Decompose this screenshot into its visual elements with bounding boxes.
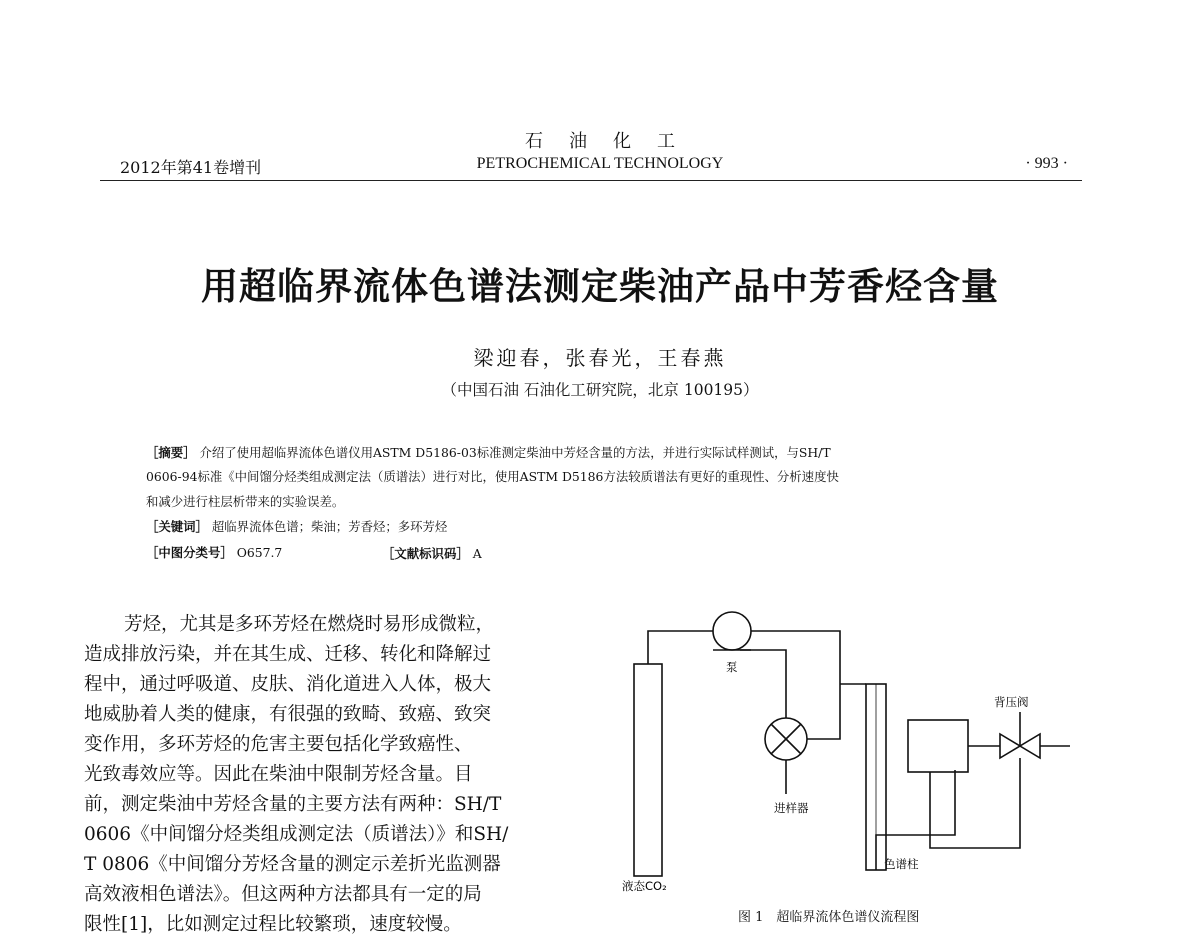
bpv-left (1000, 734, 1020, 758)
classification-line (146, 544, 282, 562)
abstract-line: 和减少进行柱层析带来的实验误差。 (146, 494, 345, 509)
column-outlet-line (876, 770, 955, 870)
body-line: 芳烃，尤其是多环芳烃在燃烧时易形成微粒， (124, 614, 495, 635)
detector-box (908, 720, 968, 772)
column-label: 色谱柱 (884, 857, 919, 871)
classification-label: ［中图分类号］ (146, 545, 233, 560)
classification-value: O657.7 (236, 545, 283, 560)
body-line: 变作用，多环芳烃的危害主要包括化学致癌性、 (84, 734, 473, 755)
pump-label: 泵 (726, 660, 738, 674)
injector-outlet-line (807, 700, 840, 739)
co2-line (648, 631, 713, 664)
body-line: 0606《中间馏分烃类组成测定法（质谱法）》和SH/ (84, 824, 509, 845)
body-line: 高效液相色谱法》。但这两种方法都具有一定的局 (84, 884, 482, 905)
body-line: 前，测定柴油中芳烃含量的主要方法有两种：SH/T (84, 794, 502, 815)
body-line: 限性[1]，比如测定过程比较繁琐，速度较慢。 (84, 914, 462, 935)
body-line: 光致毒效应等。因此在柴油中限制芳烃含量。目 (84, 764, 473, 785)
body-line: T 0806《中间馏分芳烃含量的测定示差折光监测器 (84, 854, 501, 875)
keywords-text: 超临界流体色谱；柴油；芳香烃；多环芳烃 (211, 519, 448, 534)
bpv-right (1020, 734, 1040, 758)
affiliation: （中国石油 石油化工研究院，北京 100195） (441, 381, 759, 399)
volume-info: 2012年第41卷增刊 (120, 158, 262, 177)
co2-label: 液态CO₂ (622, 879, 667, 893)
document-code-value: A (472, 546, 482, 561)
abstract-text: 介绍了使用超临界流体色谱仪用ASTM D5186-03标准测定柴油中芳烃含量的方法，并进行实际试样测试，与SH/T (199, 445, 831, 460)
journal-name-en: PETROCHEMICAL TECHNOLOGY (476, 155, 724, 172)
document-code-label: ［文献标识码］ (382, 546, 469, 561)
authors: 梁迎春，张春光，王春燕 (473, 346, 727, 370)
co2-cylinder (634, 664, 662, 876)
body-line: 程中，通过呼吸道、皮肤、消化道进入人体，极大 (84, 674, 492, 695)
document-code-line (382, 544, 482, 562)
sfc-flow-diagram (600, 600, 1080, 900)
abstract-line: 0606-94标准《中间馏分烃类组成测定法（质谱法）进行对比，使用ASTM D5186方法较质谱法有更好的重现性、分析速度快 (146, 469, 839, 484)
keywords-line (146, 518, 447, 536)
pump-outlet-line (751, 631, 840, 700)
body-line: 地威胁着人类的健康，有很强的致畸、致癌、致突 (84, 704, 492, 725)
injector-label: 进样器 (774, 801, 809, 815)
keywords-label: ［关键词］ (146, 519, 208, 534)
body-line: 造成排放污染，并在其生成、迁移、转化和降解过 (84, 644, 492, 665)
page-number: · 993 · (1025, 155, 1068, 172)
journal-name-cn: 石油化工 (525, 131, 701, 152)
figure-caption: 图 1 超临界流体色谱仪流程图 (738, 910, 920, 925)
pump-icon (713, 612, 751, 650)
header-rule (100, 180, 1082, 181)
pump-to-injector-line (740, 650, 786, 718)
abstract-label: ［摘要］ (146, 445, 196, 460)
bpv-label: 背压阀 (994, 695, 1029, 709)
abstract-line (146, 444, 831, 462)
paper-title: 用超临界流体色谱法测定柴油产品中芳香烃含量 (201, 265, 999, 308)
